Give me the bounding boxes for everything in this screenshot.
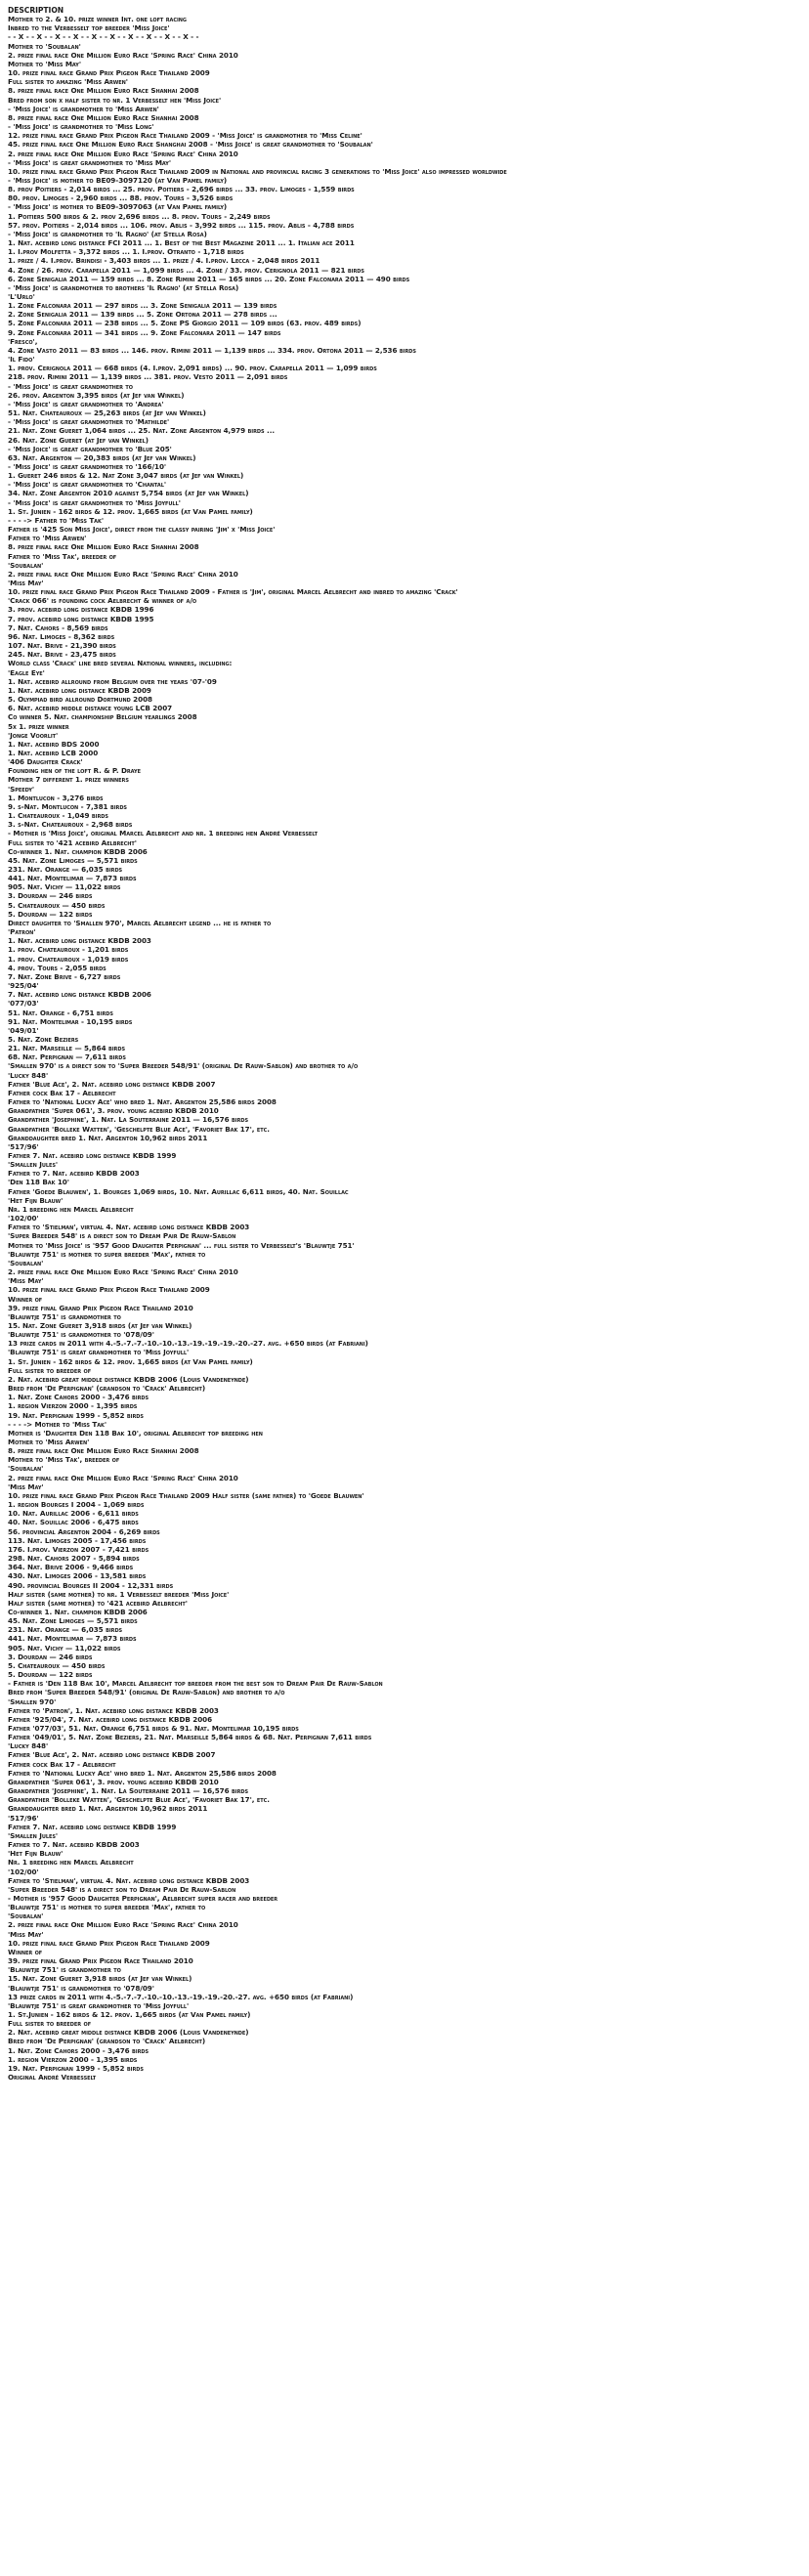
description-line: 'Crack 066' is founding cock Aelbrecht & winner of a/o xyxy=(8,596,197,606)
description-line: 1. prize / 4. I.prov. Brindisi - 3,403 birds ... 1. prize / 4. I.prov. Lecca - 2,048 birds 2011 xyxy=(8,256,320,266)
description-line: 5. Chateauroux — 450 birds xyxy=(8,1660,106,1670)
description-line: Father to 'Miss Tak', breeder of xyxy=(8,551,117,561)
description-line: 5. Dourdan — 122 birds xyxy=(8,909,93,919)
description-line: - - - -> Father to 'Miss Tak' xyxy=(8,515,104,525)
description-line: Father cock Bak 17 - Aelbrecht xyxy=(8,1088,116,1097)
description-line: 'L'Urlo' xyxy=(8,292,35,301)
description-line: 298. Nat. Cahors 2007 - 5,894 birds xyxy=(8,1554,140,1564)
description-line: - 'Miss Joice' is grandmother to 'Il Ragno' (at Stella Rosa) xyxy=(8,229,207,238)
description-line: 218. prov. Rimini 2011 — 1,139 birds ... 381. prov. Vesto 2011 — 2,091 birds xyxy=(8,372,288,382)
description-line: 5. Olympiad bird allround Dortmund 2008 xyxy=(8,695,152,705)
description-line: Grandfather 'Josephine', 1. Nat. La Souterraine 2011 — 16,576 birds xyxy=(8,1115,249,1125)
description-line: Father 'Blue Ace', 2. Nat. acebird long distance KBDB 2007 xyxy=(8,1079,216,1089)
description-line: Nr. 1 breeding hen Marcel Aelbrecht xyxy=(8,1204,134,1214)
description-line: 'Lucky 848' xyxy=(8,1070,49,1080)
description-line: 364. Nat. Brive 2006 - 9,466 birds xyxy=(8,1563,134,1572)
description-line: 'Blauwtje 751' is great grandmother to 'Miss Joyfull' xyxy=(8,2000,190,2010)
description-line: 8. prov Poitiers - 2,014 birds ... 25. prov. Poitiers - 2,696 birds ... 33. prov. Limoges - 1,559 birds xyxy=(8,185,355,194)
description-line: 9. Zone Falconara 2011 — 341 birds ... 9. Zone Falconara 2011 — 147 birds xyxy=(8,327,281,337)
description-line: 8. prize final race One Million Euro Race Shanhai 2008 xyxy=(8,112,199,122)
description-line: 'Smallen 970' is a direct son to 'Super Breeder 548/91' (original De Rauw-Sablon) and brother to a/o xyxy=(8,1061,359,1071)
description-line: 7. Nat. Cahors - 8,569 birds xyxy=(8,623,108,632)
description-line: 34. Nat. Zone Argenton 2010 against 5,754 birds (at Jef van Winkel) xyxy=(8,489,249,498)
description-line: - 'Miss Joice' is great grandmother to 'Miss May' xyxy=(8,157,171,167)
description-line: Nr. 1 breeding hen Marcel Aelbrecht xyxy=(8,1858,134,1868)
description-line: 1. Gueret 246 birds & 12. Nat Zone 3,047 birds (at Jef van Winkel) xyxy=(8,471,244,481)
description-line: Grandfather 'Josephine', 1. Nat. La Souterraine 2011 — 16,576 birds xyxy=(8,1786,249,1796)
description-line: - 'Miss Joice' is grandmother to 'Miss Long' xyxy=(8,122,154,132)
description-line: 'Miss May' xyxy=(8,1929,44,1939)
description-line: 51. Nat. Chateauroux — 25,263 birds (at Jef van Winkel) xyxy=(8,408,206,418)
description-line: Father '049/01', 5. Nat. Zone Beziers, 21. Nat. Marseille 5,864 birds & 68. Nat. Perpignan 7,611 birds xyxy=(8,1733,372,1742)
description-line: 'Blauwtje 751' is grandmother to xyxy=(8,1965,121,1975)
description-line: Grandfather 'Super 061', 3. prov. young acebird KBDB 2010 xyxy=(8,1106,219,1116)
description-line: Grandfather 'Bolleke Watten', 'Geschelpte Blue Ace', 'Favoriet Bak 17', etc. xyxy=(8,1795,270,1805)
description-line: 6. Nat. acebird middle distance young LCB 2007 xyxy=(8,704,173,713)
description-line: 51. Nat. Orange - 6,751 birds xyxy=(8,1008,113,1017)
description-line: Winner of xyxy=(8,1294,43,1304)
description-line: Father to 7. Nat. acebird KBDB 2003 xyxy=(8,1840,140,1850)
description-line: 'Smallen 970' xyxy=(8,1696,57,1706)
description-line: Father to 'Patron', 1. Nat. acebird long distance KBDB 2003 xyxy=(8,1705,219,1715)
description-line: Original André Verbesselt xyxy=(8,2073,97,2082)
description-line: Mother to 2. & 10. prize winner Int. one loft racing xyxy=(8,15,187,24)
description-line: 7. prov. acebird long distance KBDB 1995 xyxy=(8,614,154,623)
description-line: Granddaughter bred 1. Nat. Argenton 10,962 birds 2011 xyxy=(8,1804,208,1814)
description-line: 10. prize final race Grand Prix Pigeon Race Thailand 2009 Half sister (same father) to 'Goede Blauwen' xyxy=(8,1490,364,1500)
description-line: 'Soubalan' xyxy=(8,1464,44,1474)
description-line: - 'Miss Joice' is mother to BE09-3097120 (at Van Pamel family) xyxy=(8,175,228,185)
description-line: 1. region Vierzon 2000 - 1,395 birds xyxy=(8,1401,138,1411)
description-line: - 'Miss Joice' is grandmother to 'Miss Arwen' xyxy=(8,104,159,113)
description-line: Mother 7 different 1. prize winners xyxy=(8,775,129,785)
description-line: - 'Miss Joice' is great grandmother to '166/10' xyxy=(8,461,167,471)
description-line: 1. prov. Cerignola 2011 — 668 birds (4. I.prov. 2,091 birds) ... 90. prov. Carapella 2011 — 1,099 birds xyxy=(8,364,377,373)
description-line: 3. Dourdan — 246 birds xyxy=(8,891,93,901)
description-line: - 'Miss Joice' is great grandmother to 'Chantal' xyxy=(8,480,166,490)
description-line: 'Miss May' xyxy=(8,1481,44,1491)
description-line: 10. prize final race Grand Prix Pigeon Race Thailand 2009 xyxy=(8,68,210,78)
description-line: - 'Miss Joice' is great grandmother to 'Mathilde' xyxy=(8,417,170,427)
description-line: - 'Miss Joice' is great grandmother to 'Miss Joyfull' xyxy=(8,497,181,507)
description-line: 'Blauwtje 751' is mother to super breeder 'Max', father to xyxy=(8,1249,206,1259)
description-line: 57. prov. Poitiers - 2,014 birds ... 106. prov. Ablis - 3,992 birds ... 115. prov. Ablis - 4,788 birds xyxy=(8,220,355,230)
description-line: 176. I.prov. Vierzon 2007 - 7,421 birds xyxy=(8,1544,149,1554)
description-line: 231. Nat. Orange — 6,035 birds xyxy=(8,865,123,874)
description-line: 1. prov. Chateauroux - 1,019 birds xyxy=(8,954,129,964)
description-line: 4. Zone Vasto 2011 — 83 birds ... 146. prov. Rimini 2011 — 1,139 birds ... 334. prov. Ortona 2011 — 2,536 birds xyxy=(8,345,416,355)
description-line: 39. prize final Grand Prix Pigeon Race Thailand 2010 xyxy=(8,1956,193,1966)
description-line: 68. Nat. Perpignan — 7,611 birds xyxy=(8,1052,126,1062)
description-line: 'Blauwtje 751' is mother to super breeder 'Max', father to xyxy=(8,1903,206,1912)
description-line: 1. I.prov Molfetta - 3,372 birds ... 1. I.prov. Otranto - 1,718 birds xyxy=(8,247,244,257)
description-line: Mother to 'Miss Joice' is '957 Good Daughter Perpignan' ... full sister to Verbesselt's 'Blauwtje 751' xyxy=(8,1240,355,1250)
description-line: Half sister (same mother) to nr. 1 Verbesselt breeder 'Miss Joice' xyxy=(8,1589,230,1599)
description-line: 2. Nat. acebird great middle distance KBDB 2006 (Louis Vandeneynde) xyxy=(8,2028,249,2038)
description-line: 13 prize cards in 2011 with 4.-5.-7.-7.-10.-10.-13.-19.-19.-20.-27. avg. +650 birds (at Fabriani) xyxy=(8,1992,354,2001)
description-line: '406 Daughter Crack' xyxy=(8,757,83,767)
description-line: 107. Nat. Brive - 21,390 birds xyxy=(8,641,116,651)
description-line: 1. region Bourges I 2004 - 1,069 birds xyxy=(8,1500,145,1510)
description-line: 4. Zone / 26. prov. Carapella 2011 — 1,099 birds ... 4. Zone / 33. prov. Cerignola 2011 — 821 birds xyxy=(8,265,364,275)
description-line: 'Speedy' xyxy=(8,784,35,794)
description-line: Full sister to amazing 'Miss Arwen' xyxy=(8,77,128,87)
description-line: Mother to 'Soubalan' xyxy=(8,41,81,51)
description-line: 'Blauwtje 751' is grandmother to xyxy=(8,1311,121,1321)
description-line: Father is '425 Son Miss Joice', direct from the classy pairing 'Jim' x 'Miss Joice' xyxy=(8,525,276,535)
description-line: - Mother is 'Miss Joice', original Marcel Aelbrecht and nr. 1 breeding hen André Verbesselt xyxy=(8,829,318,838)
description-line: 1. Nat. acebird long distance KBDB 2003 xyxy=(8,936,151,946)
description-line: 45. Nat. Zone Limoges — 5,571 birds xyxy=(8,855,138,865)
description-line: 'Lucky 848' xyxy=(8,1741,49,1751)
description-line: 2. prize final race One Million Euro Race 'Spring Race' China 2010 xyxy=(8,1267,238,1277)
description-line: 113. Nat. Limoges 2005 - 17,456 birds xyxy=(8,1535,147,1545)
description-line: Father to 'Stielman', virtual 4. Nat. acebird long distance KBDB 2003 xyxy=(8,1223,250,1232)
description-line: 19. Nat. Perpignan 1999 - 5,852 birds xyxy=(8,1410,144,1420)
description-line: Full sister to '421 acebird Aelbrecht' xyxy=(8,837,137,847)
description-line: 1. St.Junien - 162 birds & 12. prov. 1,665 birds (at Van Pamel family) xyxy=(8,2010,251,2019)
description-line: 21. Nat. Zone Gueret 1,064 birds ... 25. Nat. Zone Argenton 4,979 birds ... xyxy=(8,426,276,436)
description-heading: DESCRIPTION xyxy=(8,6,64,15)
description-line: 10. prize final race Grand Prix Pigeon Race Thailand 2009 - Father is 'Jim', original Marcel Aelbrecht and inbred to amazing 'Crack' xyxy=(8,587,458,597)
description-line: 26. prov. Argenton 3,395 birds (at Jef van Winkel) xyxy=(8,390,185,400)
description-line: - Father is 'Den 118 Bak 10', Marcel Aelbrecht top breeder from the best son to Dream Pair De Rauw-Sablon xyxy=(8,1679,383,1689)
description-line: 10. prize final race Grand Prix Pigeon Race Thailand 2009 in National and provincial racing 3 generations to 'Miss Joice' also impressed worldwide xyxy=(8,166,507,176)
description-line: 'Het Fijn Blauw' xyxy=(8,1849,64,1859)
description-body xyxy=(8,15,801,2082)
description-line: 1. Zone Falconara 2011 — 297 birds ... 3. Zone Senigalia 2011 — 139 birds xyxy=(8,301,277,311)
description-line: - 'Miss Joice' is great grandmother to xyxy=(8,381,133,391)
description-line: Bred from son x half sister to nr. 1 Verbesselt hen 'Miss Joice' xyxy=(8,95,222,105)
description-line: 10. prize final race Grand Prix Pigeon Race Thailand 2009 xyxy=(8,1285,210,1295)
description-line: Full sister to breeder of xyxy=(8,2019,92,2029)
description-line: 80. prov. Limoges - 2,960 birds ... 88. prov. Tours - 3,526 birds xyxy=(8,193,234,203)
description-line: 'Soubalan' xyxy=(8,1258,44,1267)
description-line: 'Soubalan' xyxy=(8,1911,44,1921)
description-line: '102/00' xyxy=(8,1867,39,1876)
description-line: 3. s-Nat. Chateauroux - 2,968 birds xyxy=(8,820,133,830)
description-line: 1. Poitiers 500 birds & 2. prov 2,696 birds ... 8. prov. Tours - 2,249 birds xyxy=(8,211,271,221)
description-line: 2. prize final race One Million Euro Race 'Spring Race' China 2010 xyxy=(8,1473,238,1482)
description-line: 1. Nat. acebird LCB 2000 xyxy=(8,748,99,757)
description-line: 905. Nat. Vichy — 11,022 birds xyxy=(8,882,121,892)
description-line: 'Soubalan' xyxy=(8,560,44,570)
description-line: 12. prize final race Grand Prix Pigeon Race Thailand 2009 - 'Miss Joice' is grandmother to 'Miss Celine' xyxy=(8,131,362,141)
description-line: 45. prize final race One Million Euro Race Shanghai 2008 - 'Miss Joice' is great grandmother to 'Soubalan' xyxy=(8,140,373,150)
description-line: 15. Nat. Zone Gueret 3,918 birds (at Jef van Winkel) xyxy=(8,1320,192,1330)
description-line: 1. St. Junien - 162 birds & 12. prov. 1,665 birds (at Van Pamel family) xyxy=(8,1356,253,1366)
description-line: 490. provincial Bourges II 2004 - 12,331 birds xyxy=(8,1580,174,1590)
description-line: 1. Nat. Zone Cahors 2000 - 3,476 birds xyxy=(8,1393,149,1402)
description-line: 'Miss May' xyxy=(8,579,44,587)
description-line: Mother is 'Daughter Den 118 Bak 10', original Aelbrecht top breeding hen xyxy=(8,1428,263,1438)
description-line: Direct daughter to 'Smallen 970', Marcel Aelbrecht legend ... he is father to xyxy=(8,918,272,927)
description-line: '102/00' xyxy=(8,1214,39,1224)
description-line: 'Smallen Jules' xyxy=(8,1160,59,1170)
description-line: - 'Miss Joice' is mother to BE09-3097063 (at Van Pamel family) xyxy=(8,202,228,212)
description-line: Mother to 'Miss Arwen' xyxy=(8,1438,90,1446)
description-line: 56. provincial Argenton 2004 - 6,269 birds xyxy=(8,1526,160,1536)
description-line: 1. Nat. acebird long distance FCI 2011 ... 1. Best of the Best Magazine 2011 ... 1. Italian ace 2011 xyxy=(8,238,355,248)
description-line: 430. Nat. Limoges 2006 - 13,581 birds xyxy=(8,1571,147,1581)
description-line: 1. Chateauroux - 1,049 birds xyxy=(8,811,108,821)
description-line: 2. prize final race One Million Euro Race 'Spring Race' China 2010 xyxy=(8,50,238,60)
description-line: 231. Nat. Orange — 6,035 birds xyxy=(8,1625,123,1635)
description-line: 'Super Breeder 548' is a direct son to Dream Pair De Rauw-Sablon xyxy=(8,1231,236,1241)
description-line: - - X - - X - - X - - X - - X - - X - - X - - X - - X - - X - - xyxy=(8,32,199,42)
description-line: Father '077/03', 51. Nat. Orange 6,751 birds & 91. Nat. Montelimar 10,195 birds xyxy=(8,1724,299,1733)
description-line: 4. prov. Tours - 2,055 birds xyxy=(8,963,106,972)
description-line: Father to 'Stielman', virtual 4. Nat. acebird long distance KBDB 2003 xyxy=(8,1875,250,1885)
description-line: 19. Nat. Perpignan 1999 - 5,852 birds xyxy=(8,2063,144,2073)
description-line: Inbred to the Verbesselt top breeder 'Miss Joice' xyxy=(8,23,170,33)
description-line: '517/96' xyxy=(8,1813,39,1823)
description-line: Father 7. Nat. acebird long distance KBDB 1999 xyxy=(8,1151,177,1160)
description-line: 5. Dourdan — 122 birds xyxy=(8,1670,93,1680)
description-line: 3. prov. acebird long distance KBDB 1996 xyxy=(8,605,154,615)
description-line: Father to 'National Lucky Ace' who bred 1. Nat. Argenton 25,586 birds 2008 xyxy=(8,1097,277,1107)
description-line: 5. Nat. Zone Beziers xyxy=(8,1034,79,1044)
description-line: '077/03' xyxy=(8,999,39,1009)
description-line: 8. prize final race One Million Euro Race Shanhai 2008 xyxy=(8,542,199,552)
description-line: Father 'Goede Blauwen', 1. Bourges 1,069 birds, 10. Nat. Aurillac 6,611 birds, 40. Nat. Souillac xyxy=(8,1186,349,1196)
description-line: Mother to 'Miss May' xyxy=(8,59,81,68)
description-line: Co winner 5. Nat. championship Belgium yearlings 2008 xyxy=(8,712,197,722)
description-line: Co-winner 1. Nat. champion KBDB 2006 xyxy=(8,846,148,856)
description-line: - 'Miss Joice' is great grandmother to 'Andrea' xyxy=(8,399,164,408)
description-line: 'Patron' xyxy=(8,927,36,937)
description-line: 39. prize final Grand Prix Pigeon Race Thailand 2010 xyxy=(8,1303,193,1312)
description-line: 10. prize final race Grand Prix Pigeon Race Thailand 2009 xyxy=(8,1938,210,1948)
description-line: 21. Nat. Marseille — 5,864 birds xyxy=(8,1044,126,1053)
description-line: - 'Miss Joice' is great grandmother to 'Blue 205' xyxy=(8,444,172,453)
description-line: 'Jonge Voorlit' xyxy=(8,730,59,740)
description-line: 15. Nat. Zone Gueret 3,918 birds (at Jef van Winkel) xyxy=(8,1974,192,1984)
description-line: 905. Nat. Vichy — 11,022 birds xyxy=(8,1643,121,1653)
description-line: Father '925/04', 7. Nat. acebird long distance KBDB 2006 xyxy=(8,1714,213,1724)
description-line: 1. St. Junien - 162 birds & 12. prov. 1,665 birds (at Van Pamel family) xyxy=(8,506,253,516)
description-line: 'Il Fido' xyxy=(8,355,35,365)
description-line: World class 'Crack' line bred several National winners, including: xyxy=(8,659,233,668)
description-line: 5. Zone Falconara 2011 — 238 birds ... 5. Zone PS Giorgio 2011 — 109 birds (63. prov. 489 birds) xyxy=(8,319,362,328)
description-line: Father cock Bak 17 - Aelbrecht xyxy=(8,1759,116,1769)
description-line: Half sister (same mother) to '421 acebird Aelbrecht' xyxy=(8,1598,188,1608)
description-line: Bred from 'De Perpignan' (grandson to 'Crack' Aelbrecht) xyxy=(8,1384,206,1394)
description-line: 1. Nat. acebird long distance KBDB 2009 xyxy=(8,685,151,695)
description-line: Father 7. Nat. acebird long distance KBDB 1999 xyxy=(8,1822,177,1831)
description-line: - 'Miss Joice' is grandmother to brothers 'Il Ragno' (at Stella Rosa) xyxy=(8,282,239,292)
description-line: 'Blauwtje 751' is grandmother to '078/09' xyxy=(8,1983,154,1993)
description-line: Co-winner 1. Nat. champion KBDB 2006 xyxy=(8,1607,148,1616)
description-line: - Mother is '957 Good Daughter Perpignan', Aelbrecht super racer and breeder xyxy=(8,1893,278,1903)
description-line: 8. prize final race One Million Euro Race Shanhai 2008 xyxy=(8,1446,199,1456)
description-line: Father 'Blue Ace', 2. Nat. acebird long distance KBDB 2007 xyxy=(8,1750,216,1760)
description-line: Bred from 'De Perpignan' (grandson to 'Crack' Aelbrecht) xyxy=(8,2037,206,2046)
description-line: 1. Montlucon - 3,276 birds xyxy=(8,793,104,802)
description-line: 10. Nat. Aurillac 2006 - 6,611 birds xyxy=(8,1509,139,1519)
description-line: 'Den 118 Bak 10' xyxy=(8,1178,69,1187)
description-line: 'Miss May' xyxy=(8,1276,44,1286)
description-line: 2. Zone Senigalia 2011 — 139 birds ... 5. Zone Ortona 2011 — 278 birds ... xyxy=(8,310,277,320)
description-line: 'Het Fijn Blauw' xyxy=(8,1195,64,1205)
description-line: Father to 'National Lucky Ace' who bred 1. Nat. Argenton 25,586 birds 2008 xyxy=(8,1768,277,1778)
description-line: 45. Nat. Zone Limoges — 5,571 birds xyxy=(8,1616,138,1626)
description-line: 9. s-Nat. Montlucon - 7,381 birds xyxy=(8,801,127,811)
description-line: 26. Nat. Zone Gueret (at Jef van Winkel) xyxy=(8,435,149,445)
description-line: 7. Nat. acebird long distance KBDB 2006 xyxy=(8,990,151,1000)
description-line: Founding hen of the loft R. & P. Draye xyxy=(8,766,141,776)
description-line: Bred from 'Super Breeder 548/91' (original De Rauw-Sablon) and brother to a/o xyxy=(8,1688,285,1697)
description-line: '925/04' xyxy=(8,981,39,991)
description-line: 6. Zone Senigalia 2011 — 159 birds ... 8. Zone Rimini 2011 — 165 birds ... 20. Zone Falconara 2011 — 490 birds xyxy=(8,274,410,283)
description-line: 'Super Breeder 548' is a direct son to Dream Pair De Rauw-Sablon xyxy=(8,1884,236,1894)
description-line: 1. region Vierzon 2000 - 1,395 birds xyxy=(8,2054,138,2064)
description-line: 'Blauwtje 751' is grandmother to '078/09' xyxy=(8,1330,154,1340)
description-line: 5. Chateauroux — 450 birds xyxy=(8,900,106,910)
description-line: 91. Nat. Montelimar - 10,195 birds xyxy=(8,1016,133,1026)
description-line: Grandfather 'Super 061', 3. prov. young acebird KBDB 2010 xyxy=(8,1777,219,1786)
description-line: 1. prov. Chateauroux - 1,201 birds xyxy=(8,945,129,955)
description-line: 'Blauwtje 751' is great grandmother to 'Miss Joyfull' xyxy=(8,1348,190,1357)
description-line: 2. prize final race One Million Euro Race 'Spring Race' China 2010 xyxy=(8,1920,238,1930)
description-line: Full sister to breeder of xyxy=(8,1365,92,1375)
description-line: Mother to 'Miss Tak', breeder of xyxy=(8,1455,120,1465)
description-line: - - - -> Mother to 'Miss Tak' xyxy=(8,1419,106,1429)
description-line: 2. prize final race One Million Euro Race 'Spring Race' China 2010 xyxy=(8,149,238,158)
description-line: 5x 1. prize winner xyxy=(8,721,69,731)
description-line: 1. Nat. acebird BDS 2000 xyxy=(8,739,100,749)
description-line: 441. Nat. Montelimar — 7,873 birds xyxy=(8,874,137,883)
description-line: Father to 'Miss Arwen' xyxy=(8,534,87,543)
description-line: 40. Nat. Souillac 2006 - 6,475 birds xyxy=(8,1518,139,1527)
description-line: 1. Nat. Zone Cahors 2000 - 3,476 birds xyxy=(8,2045,149,2055)
description-line: Winner of xyxy=(8,1947,43,1956)
description-line: Granddaughter bred 1. Nat. Argenton 10,962 birds 2011 xyxy=(8,1133,208,1142)
description-line: 7. Nat. Zone Brive - 6,727 birds xyxy=(8,971,121,981)
description-line: 96. Nat. Limoges - 8,362 birds xyxy=(8,631,115,641)
description-line: '049/01' xyxy=(8,1025,39,1035)
description-line: 63. Nat. Argenton — 20,383 birds (at Jef van Winkel) xyxy=(8,452,196,462)
description-line: 441. Nat. Montelimar — 7,873 birds xyxy=(8,1634,137,1644)
description-line: 13 prize cards in 2011 with 4.-5.-7.-7.-10.-10.-13.-19.-19.-19.-20.-27. avg. +650 birds (at Fabriani) xyxy=(8,1339,368,1349)
description-line: 245. Nat. Brive - 23,475 birds xyxy=(8,650,116,660)
description-line: 2. Nat. acebird great middle distance KBDB 2006 (Louis Vandeneynde) xyxy=(8,1374,249,1384)
description-line: Father to 7. Nat. acebird KBDB 2003 xyxy=(8,1169,140,1179)
description-line: 'Eagle Eye' xyxy=(8,667,45,677)
description-line: Grandfather 'Bolleke Watten', 'Geschelpte Blue Ace', 'Favoriet Bak 17', etc. xyxy=(8,1124,270,1134)
description-line: 8. prize final race One Million Euro Race Shanhai 2008 xyxy=(8,86,199,96)
description-line: '517/96' xyxy=(8,1141,39,1151)
description-line: 'Fresco', xyxy=(8,336,38,346)
description-line: 2. prize final race One Million Euro Race 'Spring Race' China 2010 xyxy=(8,569,238,579)
description-line: 3. Dourdan — 246 birds xyxy=(8,1652,93,1661)
description-line: 1. Nat. acebird allround from Belgium over the years '07-'09 xyxy=(8,676,217,686)
description-line: 'Smallen Jules' xyxy=(8,1830,59,1840)
